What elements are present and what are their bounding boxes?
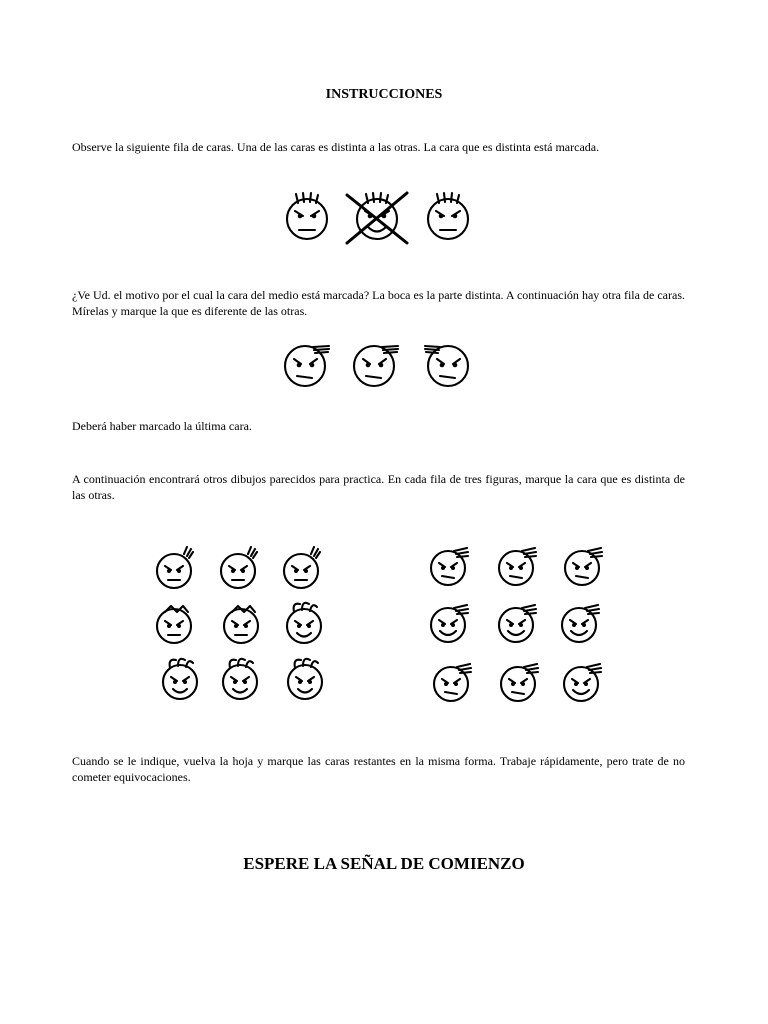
paragraph-second-answer: Deberá haber marcado la última cara. (72, 419, 252, 433)
practice-face (431, 548, 468, 585)
second-row-face-1 (285, 346, 329, 386)
practice-face (221, 547, 257, 588)
practice-face (431, 605, 468, 642)
paragraph-practice-intro: A continuación encontrará otros dibujos parecidos para practica. En cada fila de tres figuras, marque la cara que es distinta de las otras. (72, 472, 685, 502)
practice-face (499, 548, 536, 585)
example-face-1 (287, 193, 327, 239)
practice-face (434, 664, 471, 701)
second-row-face-3 (425, 346, 468, 386)
paragraph-final-instructions: Cuando se le indique, vuelva la hoja y marque las caras restantes en la misma forma. Trabaje rápidamente, pero trate de no cometer equivocaciones. (72, 754, 685, 784)
practice-face (157, 606, 191, 643)
practice-face (499, 605, 536, 642)
practice-right-grid (431, 548, 602, 701)
practice-face (565, 548, 602, 585)
practice-face (501, 664, 538, 701)
practice-face (163, 659, 197, 699)
practice-face (562, 605, 599, 642)
practice-face (224, 606, 258, 643)
practice-face (157, 547, 193, 588)
practice-face (288, 659, 322, 699)
example-face-2-marked (347, 193, 407, 243)
example-face-3 (428, 193, 468, 239)
practice-face (287, 603, 321, 643)
page-title: INSTRUCCIONES (325, 87, 443, 102)
practice-face (284, 547, 320, 588)
paragraph-example-intro: Observe la siguiente fila de caras. Una de las caras es distinta a las otras. La cara que es distinta está marcada. (72, 140, 600, 154)
practice-left-grid (157, 547, 322, 699)
start-signal-heading: ESPERE LA SEÑAL DE COMIENZO (243, 854, 525, 873)
practice-face (564, 664, 601, 701)
paragraph-example-explanation: ¿Ve Ud. el motivo por el cual la cara del medio está marcada? La boca es la parte distinta. A continuación hay otra fila de caras. Mírelas y marque la que es diferente de las otras. (72, 288, 685, 318)
practice-face (223, 659, 257, 699)
second-row-face-2 (354, 346, 398, 386)
